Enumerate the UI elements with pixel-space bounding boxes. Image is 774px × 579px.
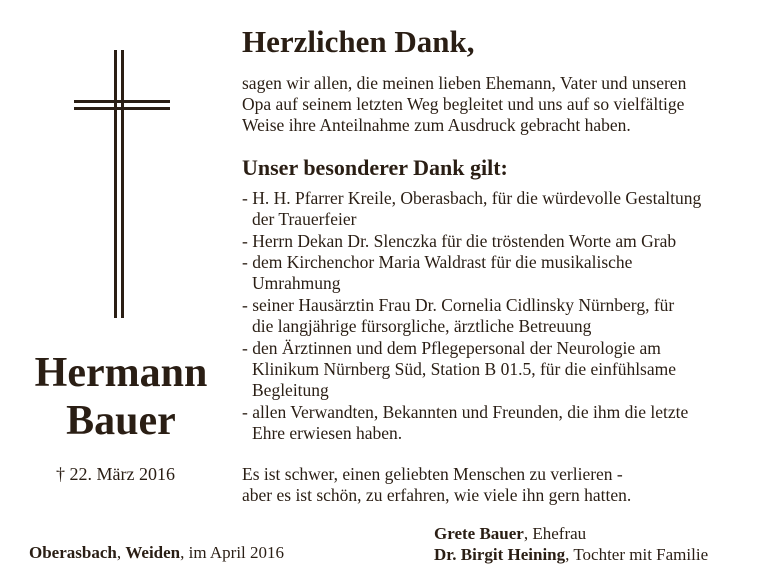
- thanks-item: [242, 295, 701, 337]
- thanks-item: [242, 252, 701, 294]
- date-text: , im April 2016: [180, 543, 285, 562]
- place-and-date: [29, 543, 284, 563]
- closing-quote: [242, 464, 631, 506]
- thanks-line: - H. H. Pfarrer Kreile, Oberasbach, für die würdevolle Gestaltung: [242, 188, 702, 208]
- place-separator: ,: [116, 543, 126, 562]
- thanks-heading: Unser besonderer Dank gilt:: [242, 155, 508, 180]
- thanks-line: - allen Verwandten, Bekannten und Freunden, die ihm die letzte: [242, 402, 689, 422]
- thanks-line: Ehre erwiesen haben.: [252, 423, 403, 443]
- quote-line: Es ist schwer, einen geliebten Menschen zu verlieren -: [242, 464, 623, 484]
- thanks-line: - seiner Hausärztin Frau Dr. Cornelia Cidlinsky Nürnberg, für: [242, 295, 675, 315]
- signer-row: [434, 544, 708, 565]
- intro-line: Weise ihre Anteilnahme zum Ausdruck gebracht haben.: [242, 115, 631, 135]
- thanks-line: - dem Kirchenchor Maria Waldrast für die musikalische: [242, 252, 633, 272]
- thanks-line: die langjährige fürsorgliche, ärztliche Betreuung: [252, 316, 592, 336]
- intro-text: [242, 73, 686, 136]
- thanks-list: [242, 188, 701, 444]
- thanks-item: [242, 188, 701, 230]
- thanks-line: Begleitung: [252, 380, 329, 400]
- signer-name: Dr. Birgit Heining: [434, 545, 566, 564]
- signer-relation: , Tochter mit Familie: [565, 545, 709, 564]
- place-weiden: Weiden: [125, 543, 181, 562]
- thanks-line: der Trauerfeier: [252, 209, 357, 229]
- deceased-last-name: Bauer: [66, 398, 176, 444]
- headline: Herzlichen Dank,: [242, 24, 475, 59]
- signer-row: [434, 523, 708, 544]
- thanks-item: [242, 402, 701, 444]
- thanks-item: [242, 338, 701, 401]
- intro-line: Opa auf seinem letzten Weg begleitet und uns auf so vielfältige: [242, 94, 685, 114]
- thanks-line: - den Ärztinnen und dem Pflegepersonal der Neurologie am: [242, 338, 661, 358]
- thanks-line: Umrahmung: [252, 273, 341, 293]
- intro-line: sagen wir allen, die meinen lieben Ehemann, Vater und unseren: [242, 73, 687, 93]
- thanks-line: - Herrn Dekan Dr. Slenczka für die tröstenden Worte am Grab: [242, 231, 677, 251]
- signer-relation: , Ehefrau: [523, 524, 587, 543]
- place-oberasbach: Oberasbach: [29, 543, 117, 562]
- quote-line: aber es ist schön, zu erfahren, wie viele ihn gern hatten.: [242, 485, 632, 505]
- death-date: † 22. März 2016: [56, 464, 175, 484]
- thanks-line: Klinikum Nürnberg Süd, Station B 01.5, für die einfühlsame: [252, 359, 677, 379]
- deceased-first-name: Hermann: [34, 350, 208, 396]
- cross-icon: [74, 50, 170, 318]
- thanks-item: [242, 231, 701, 252]
- signer-name: Grete Bauer: [434, 524, 524, 543]
- signers: [434, 523, 708, 565]
